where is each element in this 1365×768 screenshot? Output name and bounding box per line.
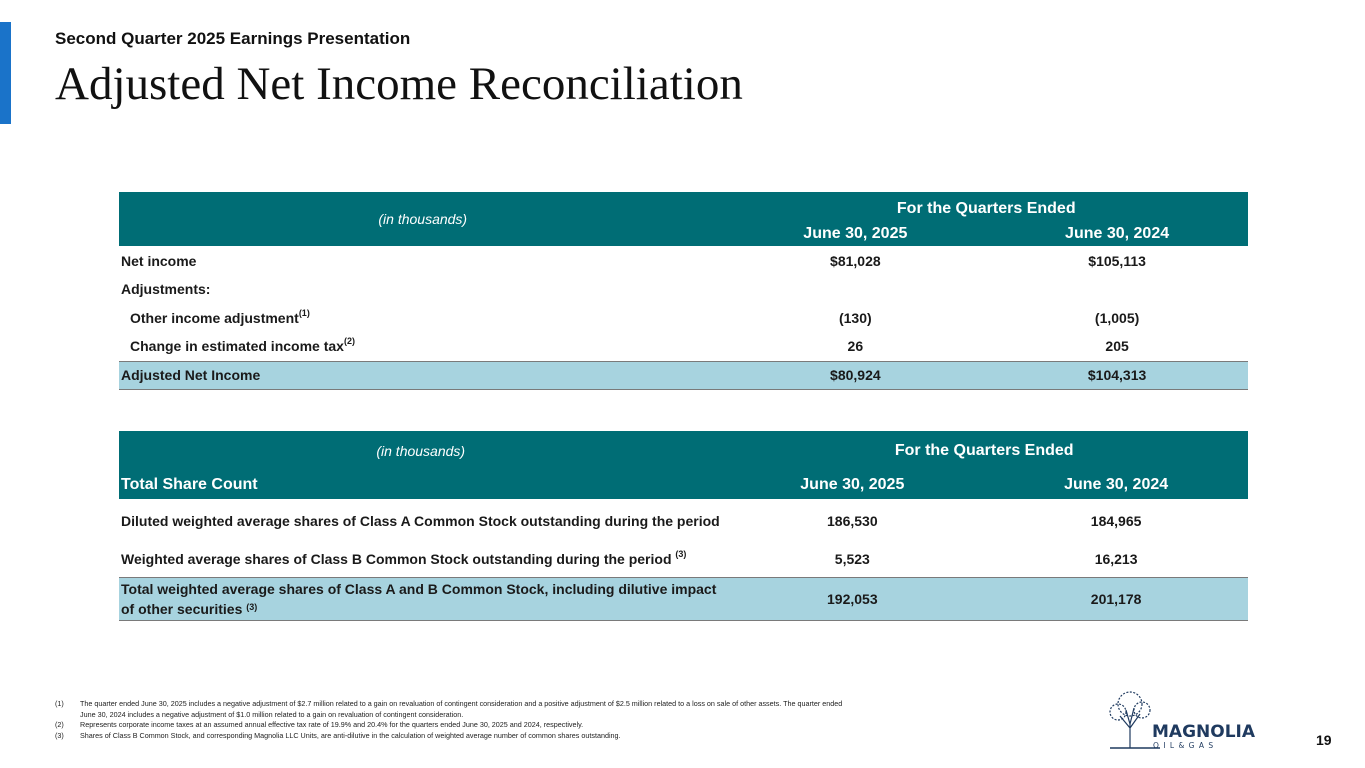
row-label: Total weighted average shares of Class A and B Common Stock, including dilutive impact of other securities $^{(3)}$ [119,577,720,620]
column-header-2025: June 30, 2025 [720,470,984,499]
column-header-2024: June 30, 2024 [984,470,1248,499]
row-value: 5,523 [834,551,870,568]
unit-label: (in thousands) [119,192,724,246]
row-value: $105,113 [1088,252,1146,269]
row-value: 186,530 [827,512,878,529]
row-value: 16,213 [1094,551,1138,568]
page-title: Adjusted Net Income Reconciliation [55,58,743,110]
adjusted-net-income-table [119,192,1248,390]
row-value: $81,028 [830,252,881,269]
share-count-table [119,431,1248,621]
row-label: Change in estimated income tax$^{(2)}$ [130,336,355,355]
row-value: 192,053 [720,577,984,620]
row-value: $80,924 [724,361,986,389]
column-header-2025: June 30, 2025 [724,221,986,246]
total-row [119,577,1248,620]
row-value [724,275,986,303]
row-value [986,275,1248,303]
row-value: 26 [847,338,864,355]
row-label: Adjustments: [121,281,211,297]
row-value: 205 [1105,338,1129,355]
row-label: Net income [121,252,197,269]
table-row [119,332,1248,361]
row-value: (1,005) [1094,309,1140,326]
row-label: Adjusted Net Income [119,361,724,389]
footnotes [55,699,855,741]
footnote: (2) Represents corporate income taxes at an assumed annual effective tax rate of 19.9% and 20.4% for the quarters ended June 30, 2025 and 2024, respectively. [55,720,584,729]
logo-wordmark: MAGNOLIA [1152,722,1256,742]
magnolia-logo [1100,688,1272,750]
table-row [119,275,1248,303]
row-label: Other income adjustment$^{(1)}$ [130,307,310,326]
row-value: 201,178 [984,577,1248,620]
total-row [119,361,1248,389]
footnote: (1) The quarter ended June 30, 2025 includes a negative adjustment of $2.7 million related to a gain on revaluation of contingent consideration and a positive adjustment of $2.5 million related to a loss on sale of other assets. The quarter ended June 30, 2024 includes a negative adjustment of $1.0 million related to a gain on revaluation of contingent consideration. [55,699,843,719]
column-header-2024: June 30, 2024 [986,221,1248,246]
table-row [119,542,1248,577]
footnote: (3) Shares of Class B Common Stock, and corresponding Magnolia LLC Units, are anti-dilutive in the calculation of weighted average number of common shares outstanding. [55,730,621,740]
row-value: (130) [838,309,872,326]
group-header: For the Quarters Ended [720,431,1248,470]
row-value: $104,313 [986,361,1248,389]
unit-label: (in thousands) [119,431,720,470]
row-label: Weighted average shares of Class B Common Stock outstanding during the period $^{(3)}$ [121,549,687,568]
accent-bar [0,22,11,124]
group-header: For the Quarters Ended [724,192,1248,221]
table-row [119,499,1248,542]
section-label: Total Share Count [119,470,720,499]
row-label: Diluted weighted average shares of Class A Common Stock outstanding during the period [121,512,720,529]
table-row [119,303,1248,332]
table-row [119,246,1248,275]
logo-tagline: O I L & G A S [1153,741,1215,750]
presentation-subtitle: Second Quarter 2025 Earnings Presentation [55,29,411,48]
page-number: 19 [1316,732,1332,748]
row-value: 184,965 [1090,512,1142,529]
